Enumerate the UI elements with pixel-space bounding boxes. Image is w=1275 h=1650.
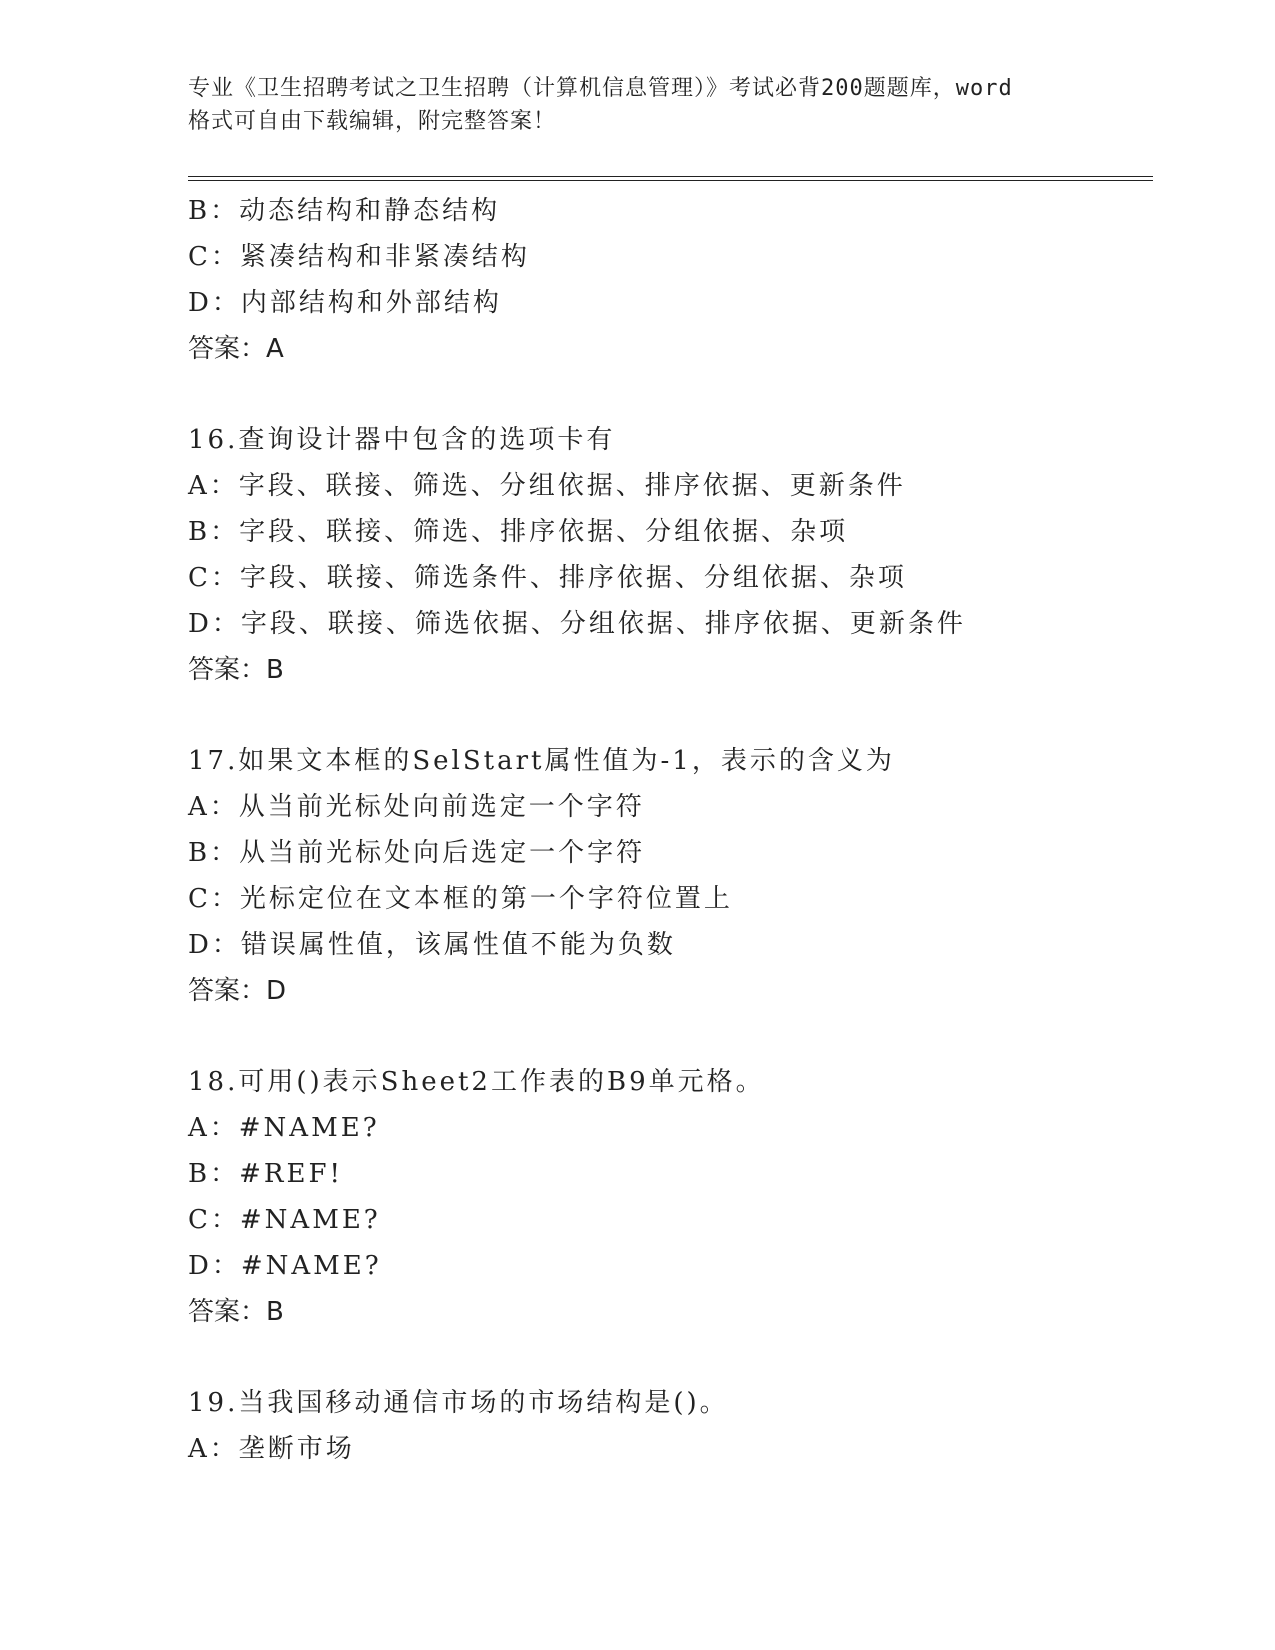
question-line: C：紧凑结构和非紧凑结构 (188, 242, 530, 272)
spacer (188, 1335, 1148, 1380)
question-line: 16.查询设计器中包含的选项卡有 (188, 425, 616, 455)
question-line: C：光标定位在文本框的第一个字符位置上 (188, 884, 733, 914)
question-line: D：错误属性值，该属性值不能为负数 (188, 930, 676, 960)
spacer (188, 372, 1148, 417)
question-line: A：字段、联接、筛选、分组依据、排序依据、更新条件 (188, 471, 906, 501)
header-line-1: 专业《卫生招聘考试之卫生招聘（计算机信息管理）》考试必背200题题库，word (188, 76, 1013, 101)
spacer (188, 693, 1148, 738)
answer-line: 答案：D (188, 976, 287, 1006)
question-line: A：垄断市场 (188, 1434, 355, 1464)
question-line: A：#NAME? (188, 1113, 380, 1143)
question-line: 18.可用()表示Sheet2工作表的B9单元格。 (188, 1067, 765, 1097)
question-line: C：字段、联接、筛选条件、排序依据、分组依据、杂项 (188, 563, 907, 593)
question-line: 17.如果文本框的SelStart属性值为-1，表示的含义为 (188, 746, 895, 776)
question-line: B：从当前光标处向后选定一个字符 (188, 838, 646, 868)
answer-line: 答案：B (188, 1297, 284, 1327)
answer-line: 答案：B (188, 655, 284, 685)
spacer (188, 1014, 1148, 1059)
question-line: B：动态结构和静态结构 (188, 196, 501, 226)
header-divider (188, 176, 1153, 181)
question-line: C：#NAME? (188, 1205, 381, 1235)
question-line: 19.当我国移动通信市场的市场结构是()。 (188, 1388, 729, 1418)
answer-line: 答案：A (188, 334, 284, 364)
question-line: D：#NAME? (188, 1251, 382, 1281)
question-list (188, 188, 1148, 1472)
document-header (188, 72, 1088, 138)
header-line-2: 格式可自由下载编辑，附完整答案！ (188, 109, 557, 134)
question-line: D：内部结构和外部结构 (188, 288, 502, 318)
question-line: A：从当前光标处向前选定一个字符 (188, 792, 645, 822)
question-line: B：#REF! (188, 1159, 343, 1189)
question-line: B：字段、联接、筛选、排序依据、分组依据、杂项 (188, 517, 849, 547)
question-line: D：字段、联接、筛选依据、分组依据、排序依据、更新条件 (188, 609, 966, 639)
